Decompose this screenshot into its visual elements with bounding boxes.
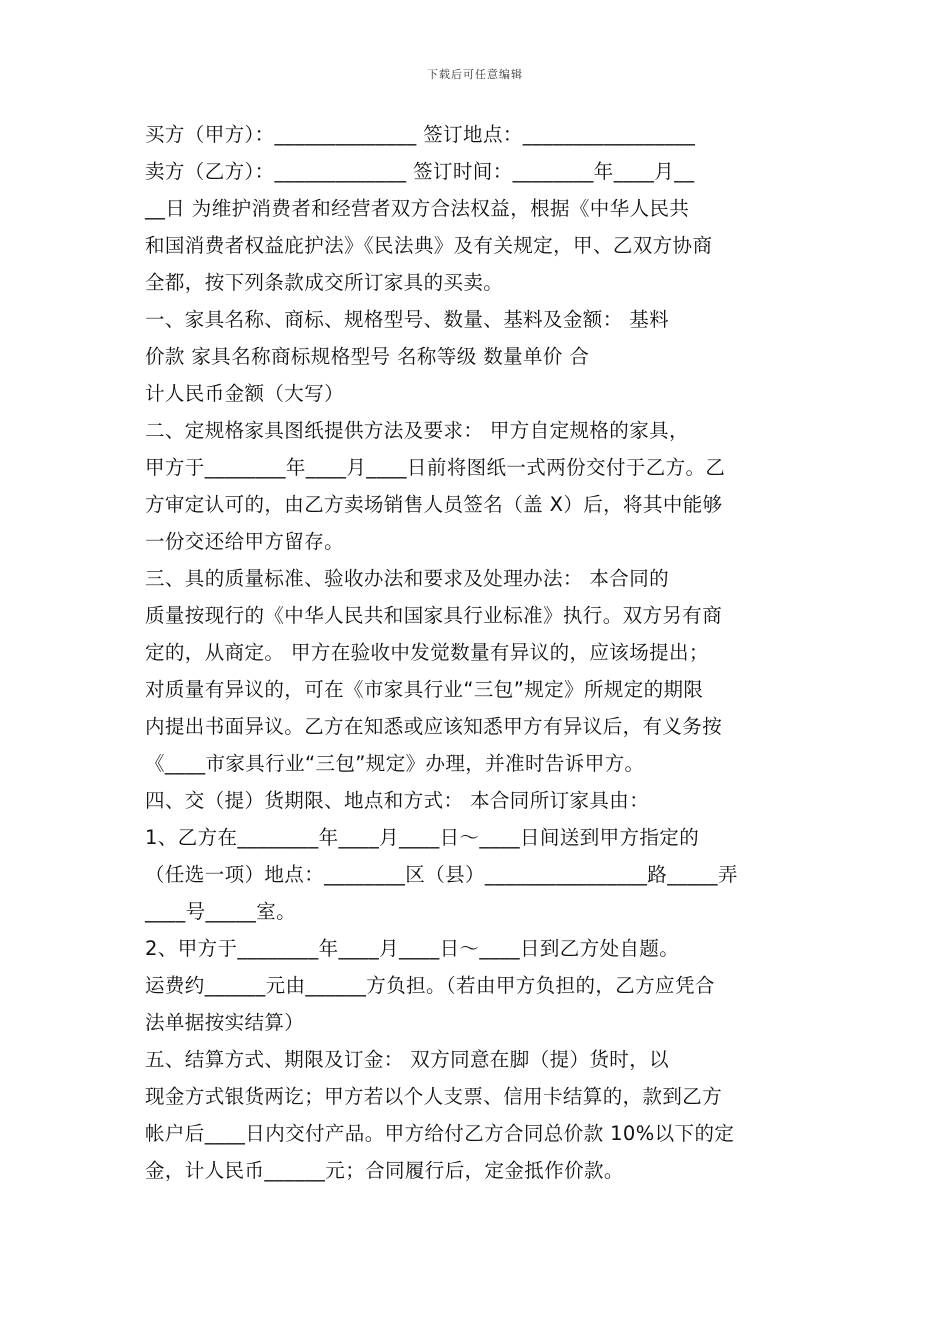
text-line: 《____市家具行业“三包”规定》办理，并准时告诉甲方。 [145, 752, 645, 775]
text-line: 买方（甲方）：______________ 签订地点：_________________ [145, 123, 696, 146]
text-line: 法单据按实结算） [145, 1011, 305, 1034]
text-line: 价款 家具名称商标规格型号 名称等级 数量单价 合 [145, 345, 590, 368]
page-header: 下载后可任意编辑 [427, 68, 523, 81]
text-line: 2、甲方于________年____月____日～____日到乙方处自题。 [145, 937, 680, 960]
text-line: 运费约______元由______方负担。（若由甲方负担的，乙方应凭合 [145, 974, 715, 997]
text-line: 定的，从商定。 甲方在验收中发觉数量有异议的，应该场提出； [145, 641, 709, 664]
text-line: ____号_____室。 [145, 900, 297, 923]
text-line: 一份交还给甲方留存。 [145, 530, 345, 553]
text-line: （任选一项）地点：________区（县）________________路_____弄 [145, 863, 738, 886]
text-line: 一、家具名称、商标、规格型号、数量、基料及金额： 基料 [145, 308, 669, 331]
text-line: 方审定认可的，由乙方卖场销售人员签名（盖 X）后，将其中能够 [145, 493, 723, 516]
text-line: __日 为维护消费者和经营者双方合法权益，根据《中华人民共 [145, 197, 690, 220]
text-line: 质量按现行的《中华人民共和国家具行业标准》执行。双方另有商 [145, 604, 723, 627]
text-line: 卖方（乙方）：_____________ 签订时间：________年____月__ [145, 160, 695, 183]
text-line: 对质量有异议的，可在《市家具行业“三包”规定》所规定的期限 [145, 678, 704, 701]
text-line: 帐户后____日内交付产品。甲方给付乙方合同总价款 10%以下的定 [145, 1122, 735, 1145]
text-line: 四、交（提）货期限、地点和方式： 本合同所订家具由： [145, 789, 650, 812]
text-line: 全都，按下列条款成交所订家具的买卖。 [145, 271, 504, 294]
text-line: 1、乙方在________年____月____日～____日间送到甲方指定的 [145, 826, 700, 849]
contract-body [145, 116, 817, 1189]
text-line: 和国消费者权益庇护法》《民法典》及有关规定，甲、乙双方协商 [145, 234, 713, 257]
text-line: 现金方式银货两讫；甲方若以个人支票、信用卡结算的，款到乙方 [145, 1085, 723, 1108]
text-line: 三、具的质量标准、验收办法和要求及处理办法： 本合同的 [145, 567, 669, 590]
text-line: 内提出书面异议。乙方在知悉或应该知悉甲方有异议后，有义务按 [145, 715, 723, 738]
text-line: 甲方于________年____月____日前将图纸一式两份交付于乙方。乙 [145, 456, 726, 479]
text-line: 金，计人民币______元；合同履行后，定金抵作价款。 [145, 1159, 624, 1182]
text-line: 五、结算方式、期限及订金： 双方同意在脚（提）货时，以 [145, 1048, 669, 1071]
text-line: 计人民币金额（大写） [145, 382, 345, 405]
text-line: 二、定规格家具图纸提供方法及要求： 甲方自定规格的家具， [145, 419, 689, 442]
